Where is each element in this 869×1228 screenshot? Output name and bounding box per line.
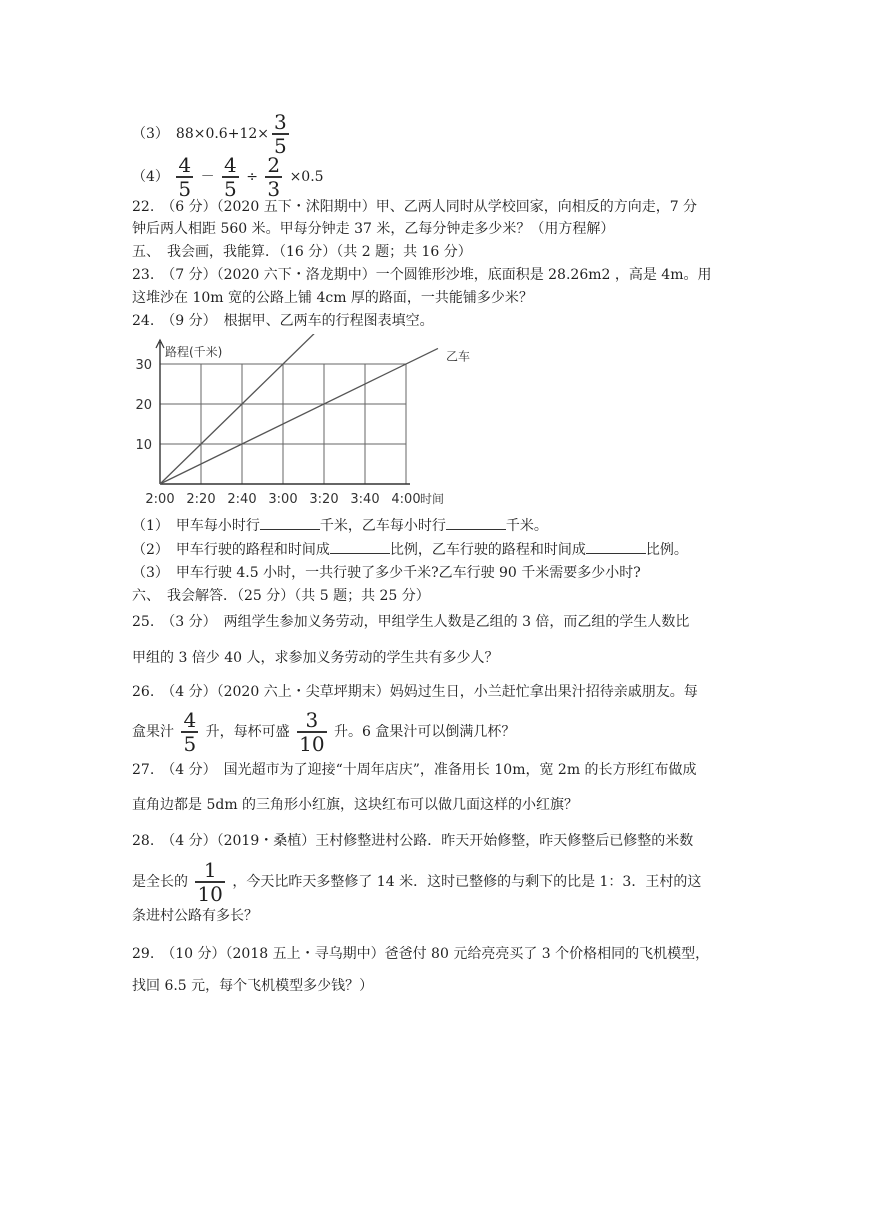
frac-denominator: 10	[299, 732, 325, 756]
fraction	[176, 155, 193, 199]
x-tick-label: 3:00	[268, 492, 298, 507]
x-tick-label: 4:00	[391, 492, 421, 507]
q28-line3: 条进村公路有多长？	[132, 908, 258, 924]
x-tick-label: 2:20	[186, 492, 216, 507]
divide-sign: ÷	[246, 169, 258, 185]
q26-text-c: 升。6 盒果汁可以倒满几杯？	[334, 724, 516, 740]
q24-sub2	[132, 540, 688, 560]
series-line-2	[160, 348, 438, 484]
q24-sub1	[132, 516, 548, 536]
frac-numerator: 3	[274, 110, 287, 134]
q26-text-a: 盒果汁	[132, 724, 174, 740]
section-5-heading: 五、 我会画，我能算．（16 分）（共 2 题；共 16 分）	[132, 244, 472, 260]
q28-line2	[132, 860, 701, 904]
answer-blank[interactable]	[260, 517, 320, 530]
q22-line2: 钟后两人相距 560 米。甲每分钟走 37 米，乙每分钟走多少米？（用方程解）	[132, 221, 615, 237]
frac-numerator: 1	[203, 858, 217, 882]
fraction	[265, 155, 282, 199]
q24-sub1-c: 千米。	[505, 518, 548, 534]
q29-line2: 找回 6.5 元，每个飞机模型多少钱？）	[132, 978, 374, 994]
fraction	[222, 155, 239, 199]
q26-text-b: 升，每杯可盛	[205, 724, 290, 740]
y-tick-label: 30	[135, 358, 152, 373]
q22-line1: 22. （6 分）（2020 五下・沭阳期中）甲、乙两人同时从学校回家，向相反的方向走，7 分	[132, 199, 698, 215]
q3-text: （3） 88×0.6+12×	[132, 126, 269, 142]
minus-sign: －	[200, 169, 215, 185]
x-tick-label: 3:40	[350, 492, 380, 507]
q24-sub1-b: 千米，乙车每小时行	[319, 518, 446, 534]
q24-line1: 24. （9 分） 根据甲、乙两车的行程图表填空。	[132, 313, 434, 329]
q24-sub2-b: 比例，乙车行驶的路程和时间成	[389, 542, 586, 558]
frac-denominator: 10	[197, 882, 223, 906]
q3-line	[132, 112, 292, 156]
x-tick-label: 2:00	[145, 492, 175, 507]
q25-line1: 25. （3 分） 两组学生参加义务劳动，甲组学生人数是乙组的 3 倍，而乙组的学生人数比	[132, 614, 690, 630]
y-tick-label: 10	[135, 438, 152, 453]
frac-numerator: 3	[305, 708, 319, 732]
answer-blank[interactable]	[446, 517, 506, 530]
frac-denominator: 5	[183, 732, 197, 756]
y-axis-label: 路程(千米)	[165, 345, 223, 359]
q26-line1: 26. （4 分）（2020 六上・尖草坪期末）妈妈过生日，小兰赶忙拿出果汁招待亲戚朋友。每	[132, 684, 698, 700]
q25-line2: 甲组的 3 倍少 40 人，求参加义务劳动的学生共有多少人？	[132, 650, 499, 666]
series-label: 乙车	[445, 349, 470, 364]
x-axis-label: 时间	[420, 492, 445, 506]
frac-denominator: 3	[267, 177, 281, 201]
frac-numerator: 4	[224, 153, 237, 177]
q4-line	[132, 155, 324, 199]
q29-line1: 29. （10 分）（2018 五上・寻乌期中）爸爸付 80 元给亮亮买了 3 个价格相同的飞机模型，	[132, 946, 710, 962]
frac-denominator: 5	[178, 177, 192, 201]
frac-numerator: 4	[178, 153, 192, 177]
q23-line1: 23. （7 分）（2020 六下・洛龙期中）一个圆锥形沙堆，底面积是 28.26m2 ，高是 4m。用	[132, 267, 712, 283]
answer-blank[interactable]	[330, 541, 390, 554]
fraction	[297, 710, 326, 754]
q4-suffix: ×0.5	[289, 169, 324, 185]
q27-line1: 27. （4 分） 国光超市为了迎接“十周年店庆”，准备用长 10m，宽 2m 的长方形红布做成	[132, 762, 697, 778]
q28-text-b: ，今天比昨天多整修了 14 米．这时已整修的与剩下的比是 1：3．王村的这	[232, 874, 702, 890]
q24-sub2-a: （2） 甲车行驶的路程和时间成	[132, 542, 330, 558]
q28-line1: 28. （4 分）（2019・桑植）王村修整进村公路．昨天开始修整，昨天修整后已修整的米数	[132, 833, 694, 849]
x-tick-label: 2:40	[227, 492, 257, 507]
frac-denominator: 5	[224, 177, 237, 201]
frac-numerator: 2	[267, 153, 281, 177]
travel-chart	[130, 334, 470, 514]
fraction	[272, 112, 289, 156]
q24-sub3: （3） 甲车行驶 4.5 小时，一共行驶了多少千米?乙车行驶 90 千米需要多少小时?	[132, 565, 641, 581]
q26-line2	[132, 710, 515, 754]
y-tick-label: 20	[135, 398, 152, 413]
q28-text-a: 是全长的	[132, 874, 188, 890]
x-tick-label: 3:20	[309, 492, 339, 507]
q24-sub1-a: （1） 甲车每小时行	[132, 518, 260, 534]
fraction	[181, 710, 198, 754]
answer-blank[interactable]	[586, 541, 646, 554]
q24-sub2-c: 比例。	[645, 542, 688, 558]
q23-line2: 这堆沙在 10m 宽的公路上铺 4cm 厚的路面，一共能铺多少米？	[132, 290, 533, 306]
fraction	[195, 860, 224, 904]
q4-label: （4）	[132, 169, 169, 185]
frac-numerator: 4	[183, 708, 197, 732]
q27-line2: 直角边都是 5dm 的三角形小红旗，这块红布可以做几面这样的小红旗？	[132, 797, 579, 813]
section-6-heading: 六、 我会解答．（25 分）（共 5 题；共 25 分）	[132, 588, 430, 604]
frac-denominator: 5	[274, 134, 287, 158]
